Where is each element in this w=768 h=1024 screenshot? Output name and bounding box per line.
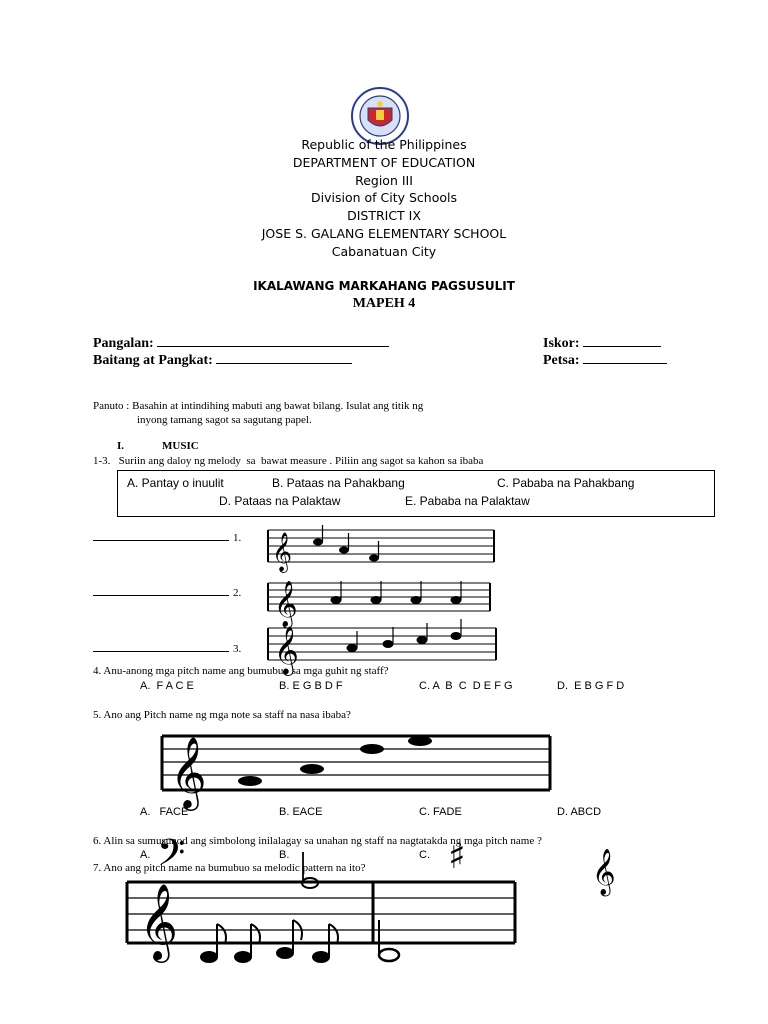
- item-number: 1.: [233, 532, 242, 544]
- school-header: [0, 136, 768, 261]
- header-line: JOSE S. GALANG ELEMENTARY SCHOOL: [261, 225, 507, 241]
- q6-choice-b: B.: [279, 849, 290, 861]
- answer-row-3: [93, 639, 241, 657]
- question-5-prompt: 5. Ano ang Pitch name ng mga note sa staff na nasa ibaba?: [93, 709, 351, 721]
- grade-blank[interactable]: [216, 353, 352, 364]
- treble-clef-icon: 𝄞: [592, 849, 616, 895]
- q5-choice-a: A. FACE: [140, 806, 189, 818]
- q4-choice-a: A. F A C E: [140, 680, 194, 692]
- score-blank[interactable]: [583, 336, 661, 347]
- q5-choice-b: B. EACE: [279, 806, 323, 818]
- note: [411, 596, 422, 604]
- q4-choice-c: C. A B C D E F G: [419, 680, 513, 692]
- item-number: 3.: [233, 643, 242, 655]
- staff-q7: [125, 878, 517, 968]
- name-label: Pangalan:: [93, 336, 154, 351]
- name-field: [93, 336, 389, 352]
- whole-note: [360, 744, 384, 754]
- staff-1: [266, 525, 496, 573]
- whole-note: [408, 736, 432, 746]
- q6-choice-a: A.: [140, 849, 151, 861]
- grade-label: Baitang at Pangkat:: [93, 353, 213, 368]
- header-line: Cabanatuan City: [331, 243, 437, 259]
- choice-e: E. Pababa na Palaktaw: [405, 494, 530, 508]
- header-line: Region III: [355, 172, 413, 188]
- question-4-prompt: 4. Anu-anong mga pitch name ang bumubuo sa mga guhit ng staff?: [93, 665, 389, 677]
- header-line: Division of City Schools: [310, 190, 457, 206]
- answer-blank[interactable]: [93, 641, 229, 652]
- answer-row-1: [93, 528, 241, 546]
- choice-a: A. Pantay o inuulit: [127, 476, 224, 490]
- subject-title: MAPEH 4: [352, 296, 416, 311]
- header-line: DISTRICT IX: [347, 208, 421, 224]
- choice-b: B. Pataas na Pahakbang: [272, 476, 405, 490]
- date-blank[interactable]: [583, 353, 667, 364]
- sharp-icon: ♯: [448, 836, 466, 877]
- choice-d: D. Pataas na Palaktaw: [219, 494, 341, 508]
- instructions-line: inyong tamang sagot sa sagutang papel.: [137, 414, 312, 426]
- bass-clef-icon: 𝄢: [157, 832, 186, 883]
- whole-note: [238, 776, 262, 786]
- treble-clef-icon: 𝄞: [274, 581, 298, 627]
- exam-title: IKALAWANG MARKAHANG PAGSUSULIT: [253, 279, 515, 293]
- instructions-line: Panuto : Basahin at intindihing mabuti ang bawat bilang. Isulat ang titik ng: [93, 400, 424, 412]
- date-field: [543, 353, 667, 369]
- treble-clef-icon: 𝄞: [274, 625, 299, 674]
- whole-note: [300, 764, 324, 774]
- question-7-prompt: 7. Ano ang pitch name na bumubuo sa melodic pattern na ito?: [93, 862, 366, 874]
- answer-row-2: [93, 583, 241, 601]
- date-label: Petsa:: [543, 353, 580, 368]
- treble-clef-icon: 𝄞: [272, 532, 293, 572]
- grade-field: [93, 353, 352, 369]
- staff-2: [266, 575, 492, 627]
- treble-clef-icon: 𝄞: [139, 883, 179, 960]
- question-1-3-prompt: 1-3. Suriin ang daloy ng melody sa bawat measure . Piliin ang sagot sa kahon sa ibaba: [93, 455, 484, 467]
- treble-clef-icon: 𝄞: [170, 735, 207, 808]
- answer-blank[interactable]: [93, 530, 229, 541]
- name-blank[interactable]: [157, 336, 389, 347]
- choice-c: C. Pababa na Pahakbang: [497, 476, 635, 490]
- q5-choice-d: D. ABCD: [557, 806, 602, 818]
- header-line: DEPARTMENT OF EDUCATION: [292, 154, 476, 170]
- q6-choice-c: C.: [419, 849, 430, 861]
- staff-3: [266, 622, 498, 674]
- note: [451, 632, 462, 640]
- question-6-prompt: 6. Alin sa sumusunod ang simbolong inilalagay sa unahan ng staff na nagtatakda ng mga pitch name ?: [93, 835, 542, 847]
- half-note: [379, 920, 399, 961]
- item-number: 2.: [233, 587, 242, 599]
- note: [347, 644, 358, 652]
- note: [339, 547, 349, 554]
- section-numeral: I.: [117, 440, 125, 452]
- note: [313, 539, 323, 546]
- note: [417, 636, 428, 644]
- section-title: MUSIC: [162, 440, 199, 452]
- staff-q5: [160, 733, 552, 808]
- note: [371, 596, 382, 604]
- q4-choice-d: D. E B G F D: [557, 680, 625, 692]
- q4-choice-b: B. E G B D F: [279, 680, 343, 692]
- note: [331, 596, 342, 604]
- score-field: [543, 336, 661, 352]
- note: [383, 640, 394, 648]
- note: [369, 555, 379, 562]
- answer-blank[interactable]: [93, 585, 229, 596]
- q5-choice-c: C. FADE: [419, 806, 462, 818]
- note: [451, 596, 462, 604]
- score-label: Iskor:: [543, 336, 580, 351]
- header-line: Republic of the Philippines: [301, 137, 467, 152]
